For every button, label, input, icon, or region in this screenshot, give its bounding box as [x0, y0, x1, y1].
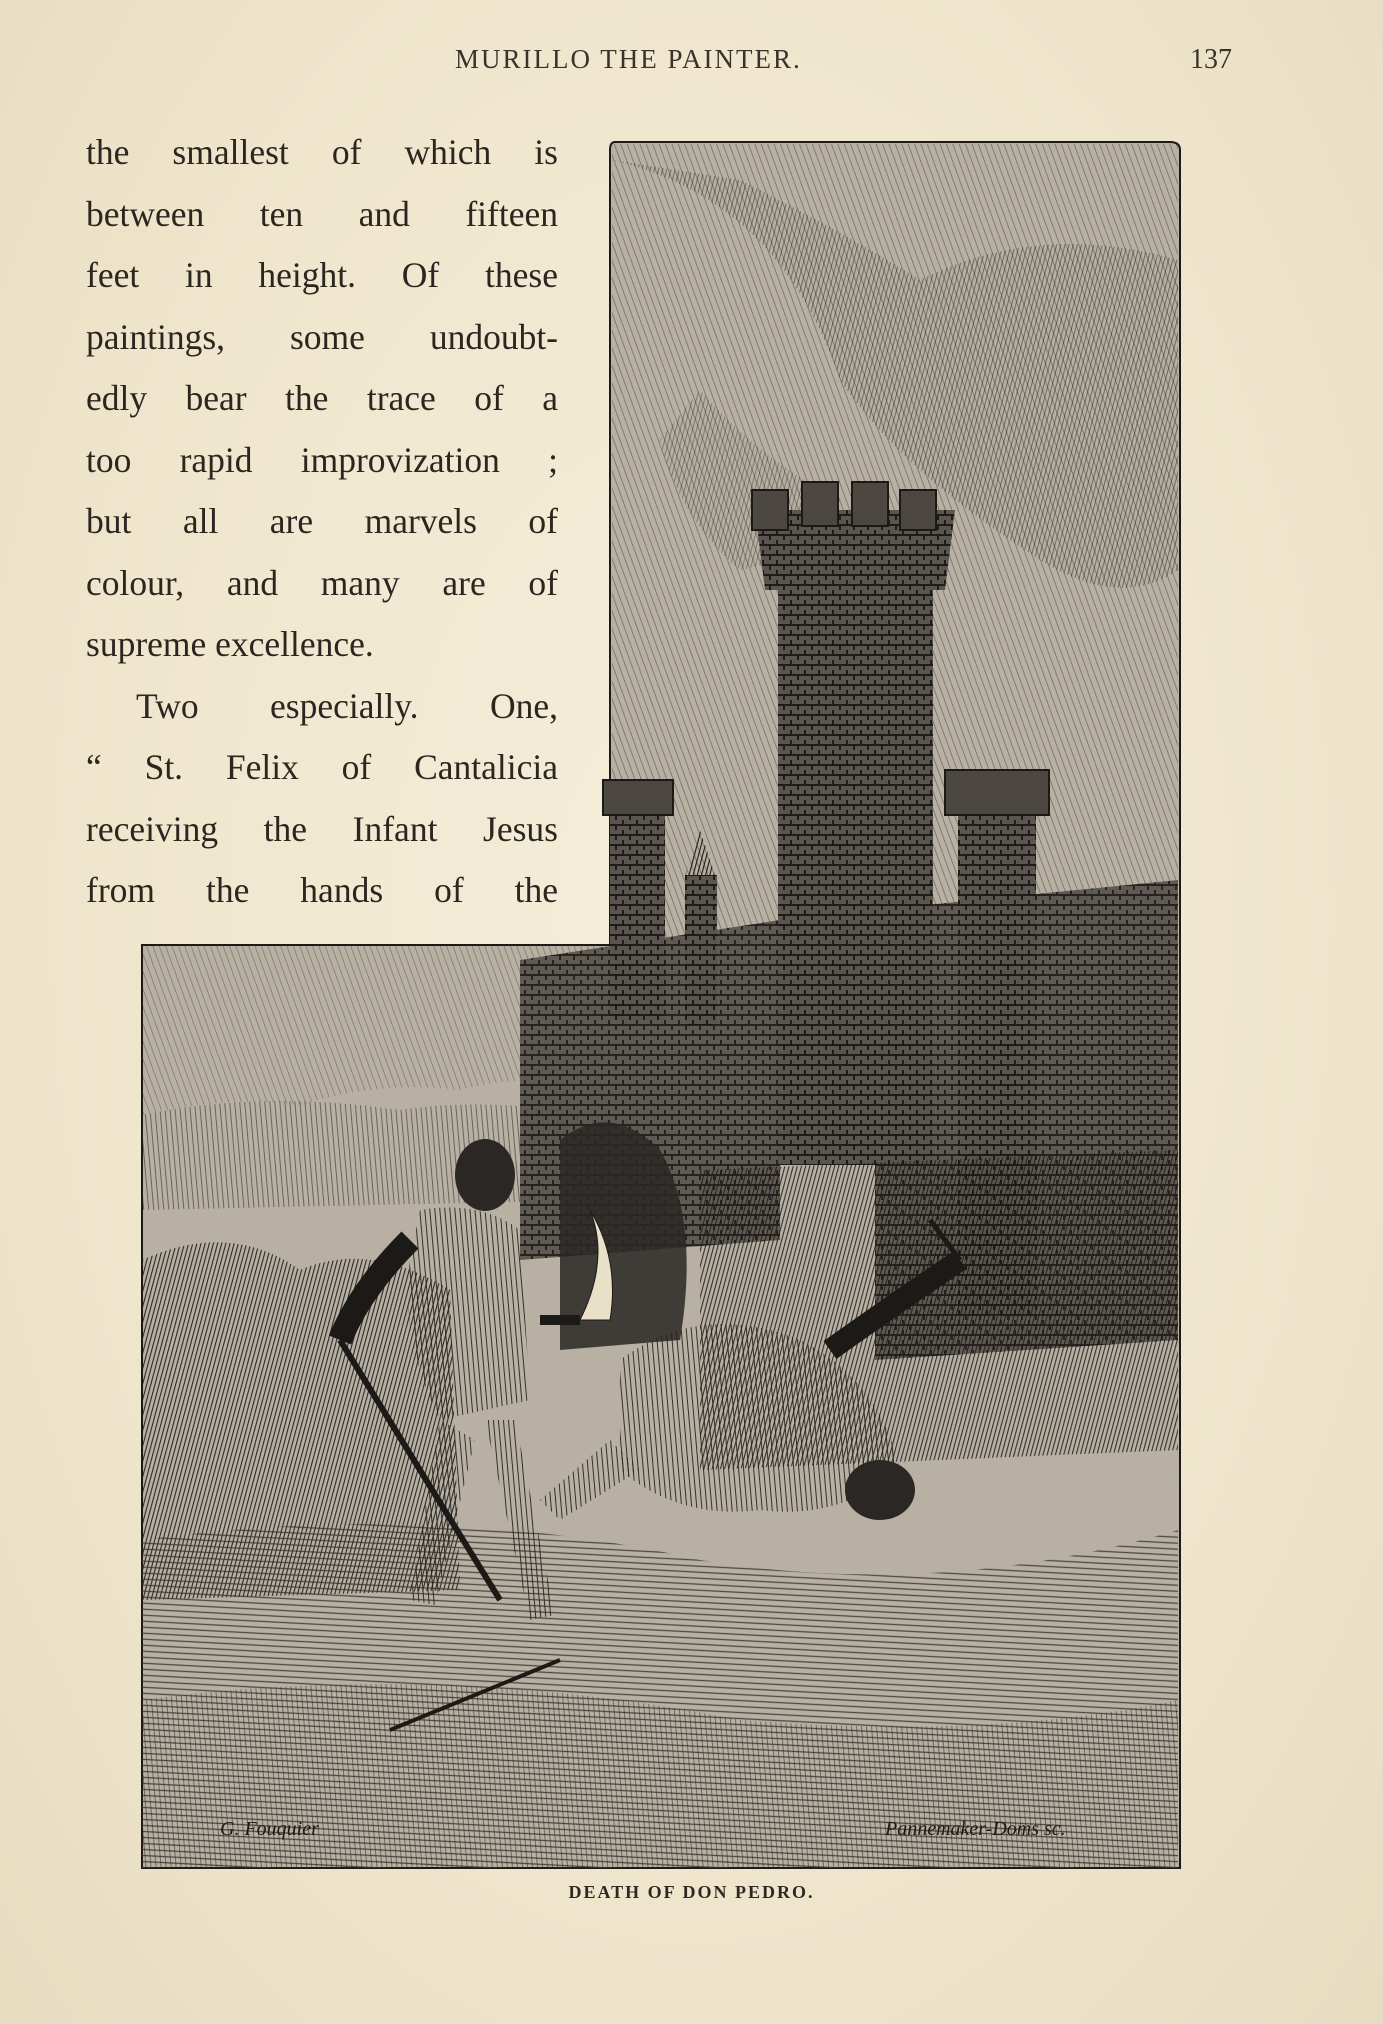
text-line: too rapid improvization ; [86, 439, 558, 480]
text-line: the smallest of which is [86, 132, 558, 172]
text-line: from the hands of the [86, 870, 558, 910]
text-line: receiving the Infant Jesus [86, 808, 558, 849]
text-line: feet in height. Of these [86, 255, 558, 295]
text-line: Two especially. One, [136, 685, 558, 726]
illustration-caption: DEATH OF DON PEDRO. [568, 1882, 815, 1902]
engraver-signature: Pannemaker-Doms sc. [885, 1818, 1066, 1840]
text-line: paintings, some undoubt- [86, 316, 558, 357]
text-line: colour, and many are of [86, 562, 558, 603]
text-line: “ St. Felix of Cantalicia [86, 747, 558, 787]
body-text [86, 122, 558, 922]
text-line: edly bear the trace of a [86, 378, 558, 418]
text-line: between ten and fifteen [86, 193, 558, 234]
text-line: but all are marvels of [86, 501, 558, 541]
artist-signature: G. Fouquier [220, 1818, 319, 1840]
text-line: supreme excellence. [86, 624, 374, 664]
page-number: 137 [1190, 44, 1232, 75]
running-title: MURILLO THE PAINTER. [455, 44, 802, 74]
running-header [0, 44, 1383, 84]
